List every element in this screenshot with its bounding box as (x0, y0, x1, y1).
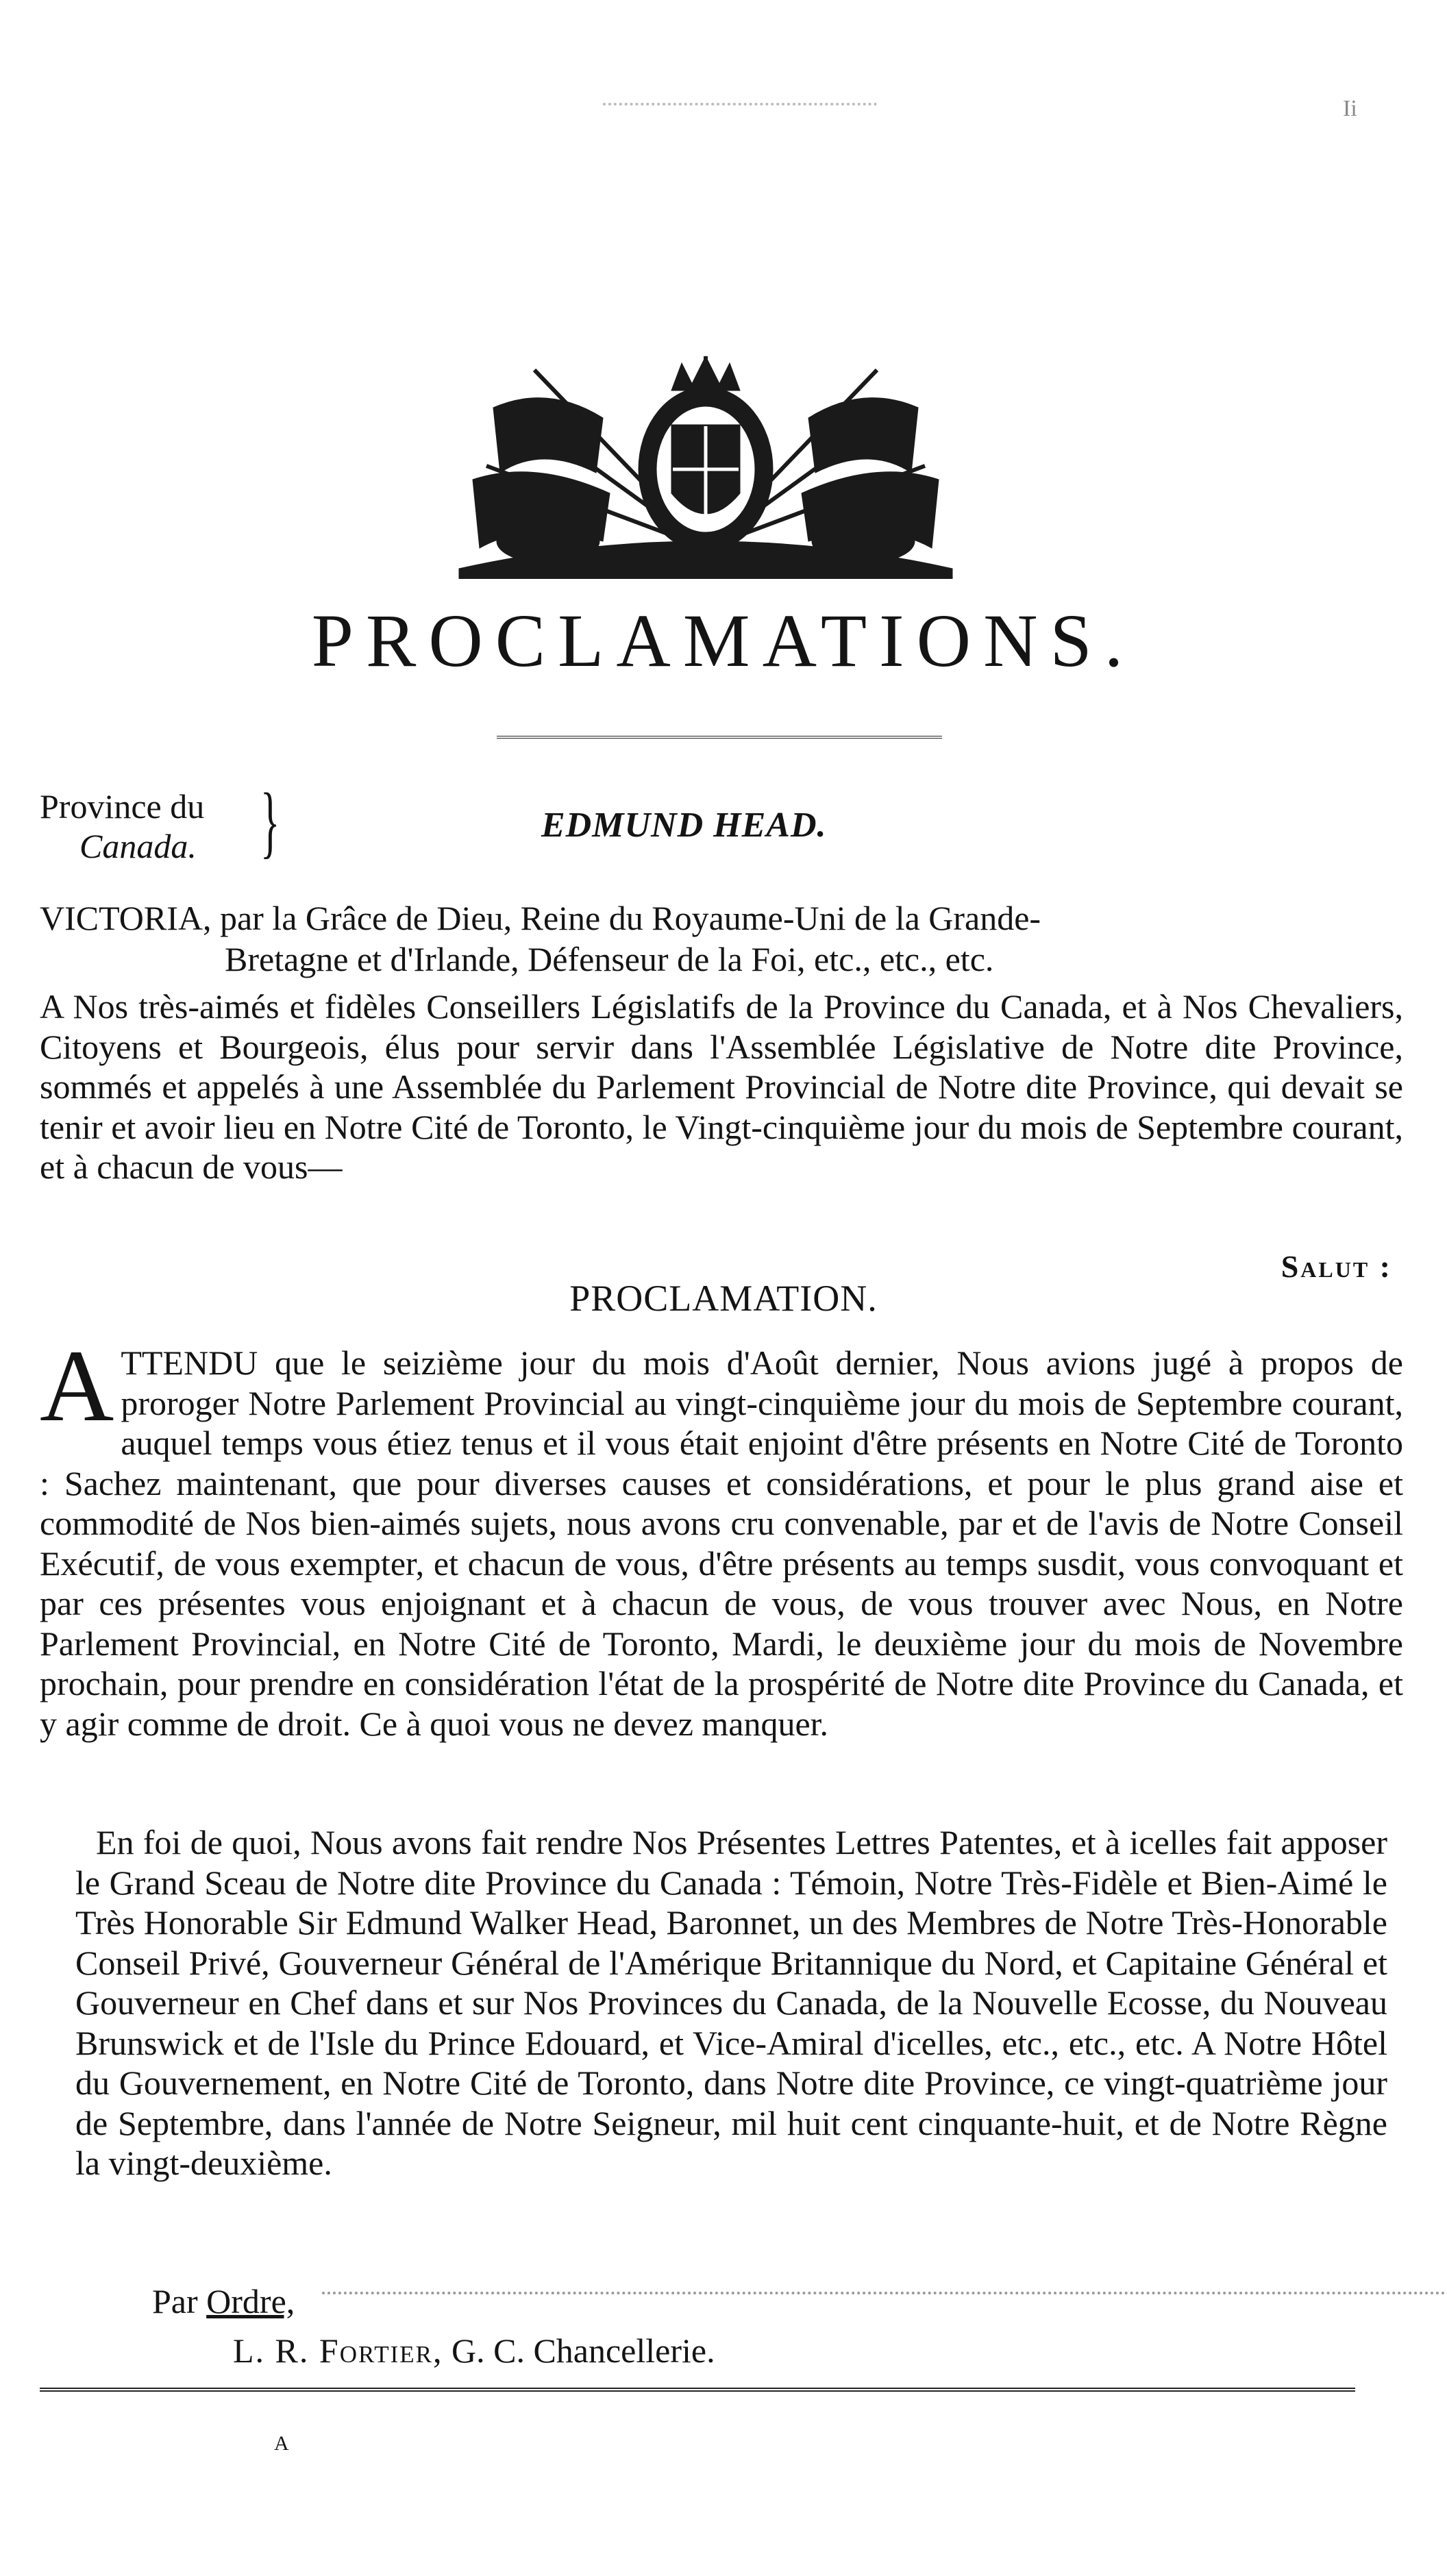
by-order-ordre: Ordre, (206, 2282, 295, 2320)
signatory-title: G. C. Chancellerie. (451, 2331, 715, 2370)
address-paragraph: A Nos très-aimés et fidèles Conseillers Législatifs de la Province du Canada, et à Nos Chevaliers, Citoyens et Bourgeois, élus pour servir dans l'Assemblée Législative de Notre dite Province, sommés et appelés à une Assemblée du Parlement Provincial de Notre dite Province, qui devait se tenir et avoir lieu en Notre Cité de Toronto, le Vingt-cinquième jour du mois de Septembre courant, et à chacun de vous— (40, 987, 1403, 1186)
dotted-rule (322, 2292, 1446, 2294)
royal-arms-emblem (445, 343, 966, 579)
proclamation-body (40, 1329, 1403, 1744)
signatory-name: L. R. Fortier, (233, 2331, 443, 2370)
salutation: Salut : (1281, 1249, 1392, 1284)
footer-rule (40, 2388, 1355, 2392)
drop-cap: A (40, 1329, 114, 1443)
province-line-1: Province du (40, 787, 205, 826)
body-text: TTENDU que le seizième jour du mois d'Août dernier, Nous avions jugé à propos de proroger Notre Parlement Provincial au vingt-cinquième jour du mois de Septembre courant, auquel temps vous étiez tenus et il vous était enjoint d'être présents en Notre Cité de Toronto : Sachez maintenant, que pour diverses causes et considérations, et pour le plus grand aise et commodité de Nos bien-aimés sujets, nous avons cru convenable, par et de l'avis de Notre Conseil Exécutif, de vous exempter, et chacun de vous, d'être présents au temps susdit, vous convoquant et par ces présentes vous enjoignant et à chacun de vous, de vous trouver avec Nous, en Notre Parlement Provincial, en Notre Cité de Toronto, Mardi, le deuxième jour du mois de Novembre prochain, pour prendre en considération l'état de la prospérité de Notre dite Province du Canada, et y agir comme de droit. Ce à quoi vous ne devez manquer. (40, 1343, 1403, 1743)
sheet-signature: A (274, 2432, 289, 2455)
province-label (40, 787, 204, 866)
province-line-2: Canada. (79, 827, 197, 865)
signature-line (233, 2331, 715, 2370)
page-mark: Ii (1343, 96, 1357, 121)
royal-style (40, 897, 1403, 980)
by-order-par: Par (152, 2282, 198, 2320)
proclamation-heading: PROCLAMATION. (569, 1278, 878, 1319)
royal-style-line-1: VICTORIA, par la Grâce de Dieu, Reine du Royaume-Uni de la Grande- (40, 899, 1041, 937)
governor-name: EDMUND HEAD. (541, 806, 827, 845)
brace-glyph: } (260, 776, 280, 866)
by-order-line (152, 2281, 295, 2321)
bleed-through-dots (603, 103, 877, 106)
title-divider (497, 736, 942, 739)
page-title: PROCLAMATIONS. (311, 599, 1136, 682)
attestation-paragraph: En foi de quoi, Nous avons fait rendre Nos Présentes Lettres Patentes, et à icelles fait apposer le Grand Sceau de Notre dite Province du Canada : Témoin, Notre Très-Fidèle et Bien-Aimé le Très Honorable Sir Edmund Walker Head, Baronnet, un des Membres de Notre Très-Honorable Conseil Privé, Gouverneur Général de l'Amérique Britannique du Nord, et Capitaine Général et Gouverneur en Chef dans et sur Nos Provinces du Canada, de la Nouvelle Ecosse, du Nouveau Brunswick et de l'Isle du Prince Edouard, et Vice-Amiral d'icelles, etc., etc., etc. A Notre Hôtel du Gouvernement, en Notre Cité de Toronto, dans Notre dite Province, ce vingt-quatrième jour de Septembre, dans l'année de Notre Seigneur, mil huit cent cinquante-huit, et de Notre Règne la vingt-deuxième. (75, 1823, 1387, 2182)
royal-style-line-2: Bretagne et d'Irlande, Défenseur de la Foi, etc., etc., etc. (225, 940, 994, 978)
